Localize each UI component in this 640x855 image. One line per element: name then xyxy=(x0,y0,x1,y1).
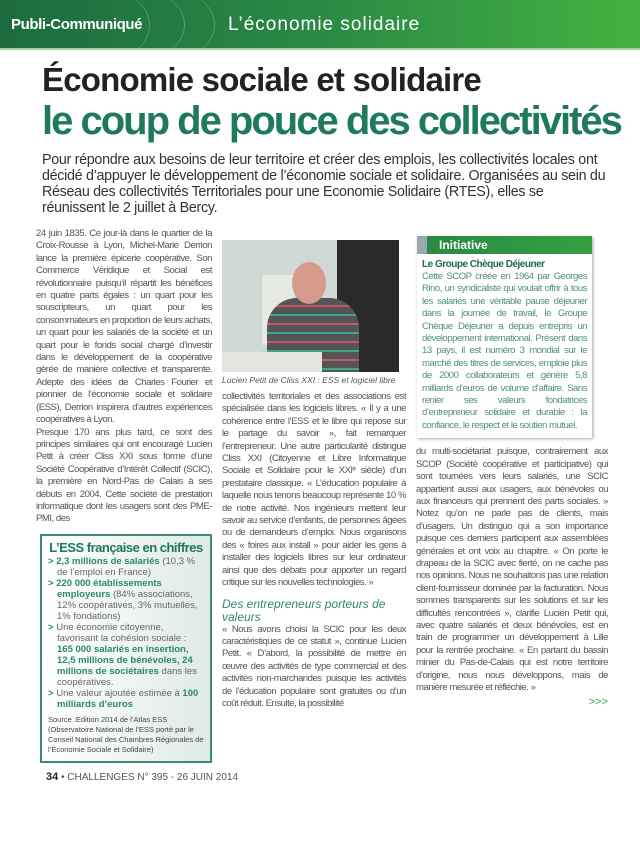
headline-line1: Économie sociale et solidaire xyxy=(42,61,481,98)
paragraph: collectivités territoriales et des associations est spécialisée dans les logiciels libres. « Il y a une cohérence entre l’ESS et le libre qui repose sur le partage du savoir », fait remarquer l’entrepreneur. Une autre particularité distingue Cliss XXI (Citoyenne et Libre Informatique Sociale et Solidaire pour le XXIᵉ siècle) d’un prestataire classique. « L’éducation populaire à laquelle nous tenons beaucoup représente 10 % de notre activité. Nos ingénieurs mettent leur savoir au service d’enfants, de personnes âgées ou de demandeurs d’emploi. Nous organisons des « foires aux install » pour aider les gens à installer des logiciels libres sur leur ordinateur ainsi que des débats pour apporter un regard critique sur les nouvelles technologies. » xyxy=(222,391,406,589)
continued-arrow: >>> xyxy=(588,696,608,709)
figure-item: > 2,3 millions de salariés (10,3 % de l’emploi en France) xyxy=(48,555,196,578)
intro-paragraph: Pour répondre aux besoins de leur territoire et créer des emplois, les collectivités locales ont décidé d’appuyer le développement de l’économie sociale et solidaire. Organisées au sein du Réseau des collectivités Territoriales pour une Economie Solidaire (RTES), elles se réunissent le 2 juillet à Bercy. xyxy=(42,152,606,216)
figures-box xyxy=(40,534,212,763)
figure-item: > 220 000 établissements employeurs (84% associations, 12% coopératives, 3% mutuelles, 1% fondations) xyxy=(48,577,198,622)
paragraph: Presque 170 ans plus tard, ce sont des principes similaires qui ont encouragé Lucien Petit à créer Cliss XXI sous forme d’une Société Coopérative d’Intérêt Collectif (SCIC), la première en Nord-Pas de Calais à ses débuts en 2004. Cette société de prestation informatique dont les usagers sont des PME-PMI, des xyxy=(36,426,212,525)
publi-label: Publi-Communiqué xyxy=(11,16,143,33)
headline-line2: le coup de pouce des collectivités xyxy=(42,99,621,143)
source-note: Source :Edition 2014 de l’Atlas ESS (Observatoire National de l’ESS porté par le Conseil National des Chambres Régionales de l’Économie Sociale et Solidaire) xyxy=(48,714,204,754)
section-header-bar xyxy=(0,0,640,50)
column-2 xyxy=(222,228,406,710)
paragraph: « Nous avons choisi la SCIC pour les deux caractéristiques de ce statut », continue Lucien Petit. « D’abord, la possibilité de mettre en œuvre des activités de type commercial et des activités non-marchandes puisque les activités de l’éducation populaire sont gratuites ou d’un coût réduit. Ensuite, la possibilité xyxy=(222,623,406,709)
page-number: 34 xyxy=(46,770,59,783)
paragraph: du multi-sociétariat puisque, contrairement aux SCOP (Société coopérative et participative) qui sont tournées vers leurs salariés, une SCIC appartient aussi aux usagers, aux bénévoles ou aux financeurs qui prennent des parts sociales. » Notez qu’on ne parle pas de clients, mais d’usagers. Un distinguo qui a son importance puisque ces derniers participent aux assemblées générales et ont voix au chapitre. « On porte le drapeau de la SCIC avec fierté, on ne cache pas nos opinions. Nous ne souhaitons pas une relation client-fournisseur dominée par la facturation. Nous sommes transparents sur les solutions et sur les difficultés rencontrées », clarifie Lucien Petit qui, avec quatre salariés et deux bénévoles, est en train de programmer un développement à Lille pour la rentrée prochaine. « En partant du bassin minier du Pas-de-Calais qui est notre territoire d’origine, nous nous développons, mais de manière mesurée et réfléchie. » xyxy=(416,446,608,693)
paragraph: 24 juin 1835. Ce jour-là dans le quartier de la Croix-Rousse à Lyon, Michel-Marie Derrion lance la première épicerie coopérative. Son Commerce Véridique et Social est révolutionnaire puisqu’il répartit les bénéfices en quatre parts égales : un quart pour les souscripteurs, un quart pour les consommateurs en proportion de leurs achats, un quart pour les salariés de la société et un quart pour le fonds social chargé d’investir dans le développement de la coopérative gérée de manière collective et transparente. Adepte des idées de Charles Fourier et pionnier de l’économie sociale et solidaire (ESS), Derrion inspirera d’autres expériences coopératives à Lyon. xyxy=(36,228,212,426)
column-1 xyxy=(36,228,212,763)
column-3 xyxy=(416,228,608,709)
initiative-tab: Initiative xyxy=(417,236,592,254)
initiative-heading: Le Groupe Chèque Déjeuner xyxy=(422,259,545,270)
photo-caption: Lucien Petit de Cliss XXI : ESS et logiciel libre xyxy=(222,375,396,385)
page-footer: 34 • CHALLENGES N° 395 - 26 JUIN 2014 xyxy=(46,770,239,783)
figure-item: > Une valeur ajoutée estimée à 100 milliards d’euros xyxy=(48,687,199,710)
subheading: Des entrepreneurs porteurs de valeurs xyxy=(222,596,386,624)
article-columns xyxy=(36,228,610,763)
initiative-text: Cette SCOP créée en 1964 par Georges Rino, un syndicaliste qui voulait offrir à tous les salariés une véritable pause déjeuner dans la journée de travail, le Groupe Chèque Déjeuner a depuis entrepris un développement international. Présent dans 13 pays, il est numéro 3 mondial sur le marché des titres de services, emploie plus de 2000 collaborateurs et génère 5,8 milliards d’euros de volume d’affaire. Sans renier ses valeurs fondatrices d’entrepreneur solidaire et durable : la confiance, le respect et le soutien mutuel. xyxy=(422,271,587,431)
initiative-box xyxy=(417,236,592,438)
article xyxy=(0,62,640,763)
portrait-photo xyxy=(222,240,399,372)
section-title: L’économie solidaire xyxy=(228,14,421,35)
figure-item: > Une économie citoyenne, favorisant la cohésion sociale : 165 000 salariés en insertion, 12,5 millions de bénévoles, 24 millions de sociétaires dans les coopératives. xyxy=(48,621,197,688)
figures-title: L’ESS française en chiffres xyxy=(49,539,203,555)
